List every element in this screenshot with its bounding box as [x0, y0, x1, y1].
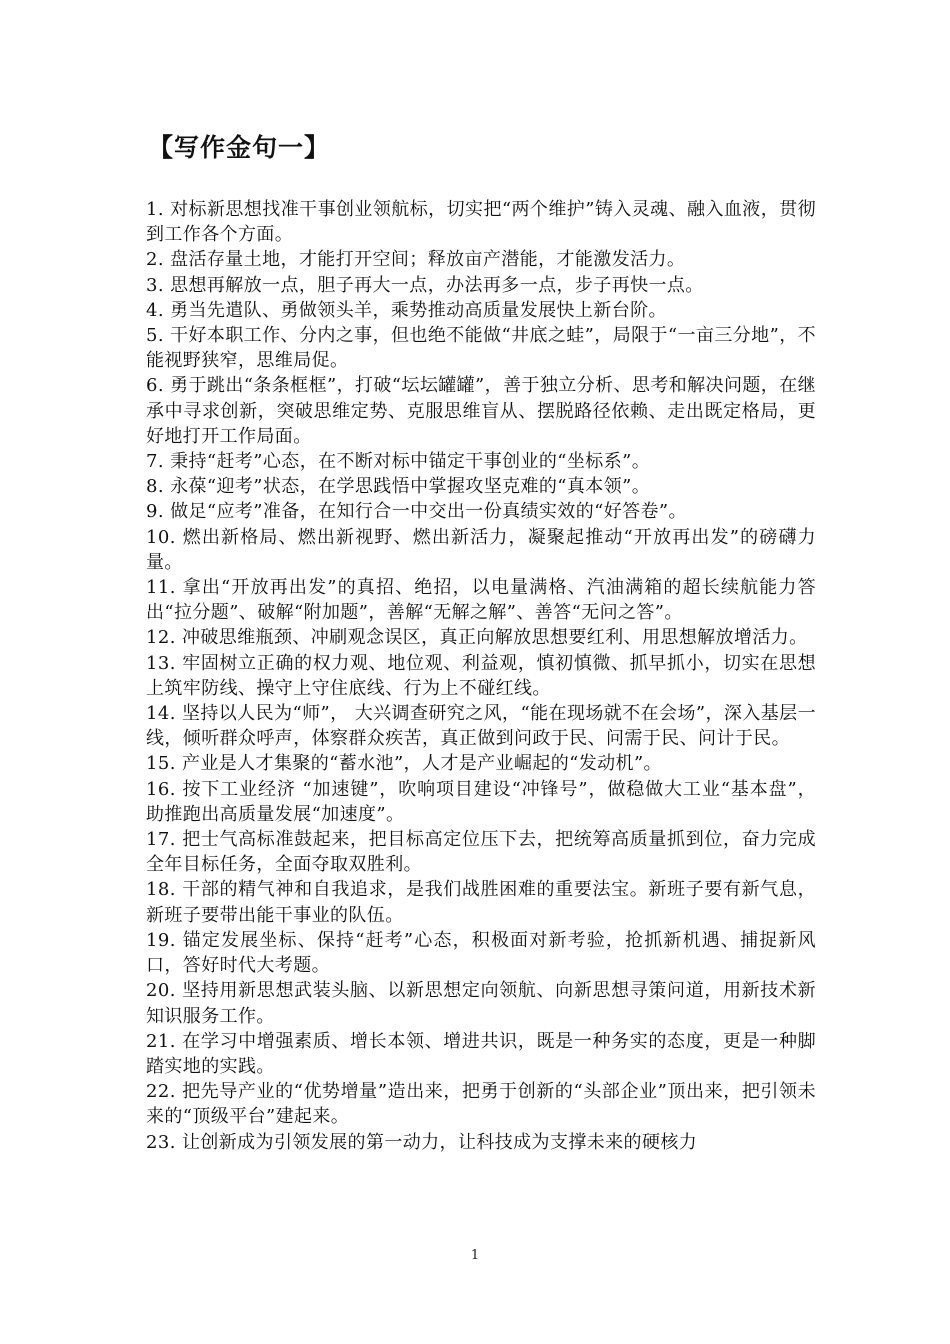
- list-item: 5. 干好本职工作、分内之事，但也绝不能做“井底之蛙”，局限于“一亩三分地”，不能视野狭窄，思维局促。: [146, 325, 816, 372]
- list-item: 10. 燃出新格局、燃出新视野、燃出新活力，凝聚起推动“开放再出发”的磅礴力量。: [146, 526, 816, 573]
- list-item: 18. 干部的精气神和自我追求，是我们战胜困难的重要法宝。新班子要有新气息，新班子要带出能干事业的队伍。: [146, 879, 816, 926]
- list-item: 15. 产业是人才集聚的“蓄水池”，人才是产业崛起的“发动机”。: [146, 753, 662, 775]
- list-item: 14. 坚持以人民为“师”， 大兴调查研究之风，“能在现场就不在会场”，深入基层一线，倾听群众呼声，体察群众疾苦，真正做到问政于民、问需于民、问计于民。: [146, 703, 816, 750]
- page-title: 【写作金句一】: [148, 133, 331, 162]
- list-item: 13. 牢固树立正确的权力观、地位观、利益观，慎初慎微、抓早抓小，切实在思想上筑牢防线、操守上守住底线、行为上不碰红线。: [146, 652, 816, 699]
- list-item: 3. 思想再解放一点，胆子再大一点，办法再多一点，步子再快一点。: [146, 274, 704, 296]
- list-item: 11. 拿出“开放再出发”的真招、绝招，以电量满格、汽油满箱的超长续航能力答出“拉分题”、破解“附加题”，善解“无解之解”、善答“无问之答”。: [146, 577, 816, 624]
- list-item: 23. 让创新成为引领发展的第一动力，让科技成为支撑未来的硬核力: [146, 1131, 698, 1153]
- list-item: 9. 做足“应考”准备，在知行合一中交出一份真绩实效的“好答卷”。: [146, 501, 687, 523]
- list-item: 7. 秉持“赶考”心态，在不断对标中锚定干事创业的“坐标系”。: [146, 451, 651, 473]
- list-item: 4. 勇当先遣队、勇做领头羊，乘势推动高质量发展快上新台阶。: [146, 299, 667, 321]
- list-item: 12. 冲破思维瓶颈、冲刷观念误区，真正向解放思想要红利、用思想解放增活力。: [146, 627, 808, 649]
- list-item: 19. 锚定发展坐标、保持“赶考”心态，积极面对新考验，抢抓新机遇、捕捉新风口，答好时代大考题。: [146, 929, 816, 977]
- page-number: 1: [470, 1248, 480, 1263]
- list-item: 20. 坚持用新思想武装头脑、以新思想定向领航、向新思想寻策问道，用新技术新知识服务工作。: [146, 980, 816, 1027]
- list-item: 6. 勇于跳出“条条框框”，打破“坛坛罐罐”，善于独立分析、思考和解决问题，在继承中寻求创新，突破思维定势、克服思维盲从、摆脱路径依赖、走出既定格局，更好地打开工作局面。: [146, 375, 816, 447]
- list-item: 8. 永葆“迎考”状态，在学思践悟中掌握攻坚克难的“真本领”。: [146, 476, 651, 498]
- list-item: 21. 在学习中增强素质、增长本领、增进共识，既是一种务实的态度，更是一种脚踏实地的实践。: [146, 1030, 816, 1077]
- list-item: 2. 盘活存量土地，才能打开空间；释放亩产潜能，才能激发活力。: [146, 249, 686, 271]
- document-body: [146, 197, 816, 1155]
- list-item: 16. 按下工业经济 “加速键”，吹响项目建设“冲锋号”，做稳做大工业“基本盘”，助推跑出高质量发展“加速度”。: [146, 778, 816, 825]
- list-item: 17. 把士气高标准鼓起来，把目标高定位压下去，把统筹高质量抓到位，奋力完成全年目标任务，全面夺取双胜利。: [146, 829, 816, 876]
- list-item: 22. 把先导产业的“优势增量”造出来，把勇于创新的“头部企业”顶出来，把引领未来的“顶级平台”建起来。: [146, 1081, 816, 1128]
- list-item: 1. 对标新思想找准干事创业领航标，切实把“两个维护”铸入灵魂、融入血液，贯彻到工作各个方面。: [146, 199, 816, 246]
